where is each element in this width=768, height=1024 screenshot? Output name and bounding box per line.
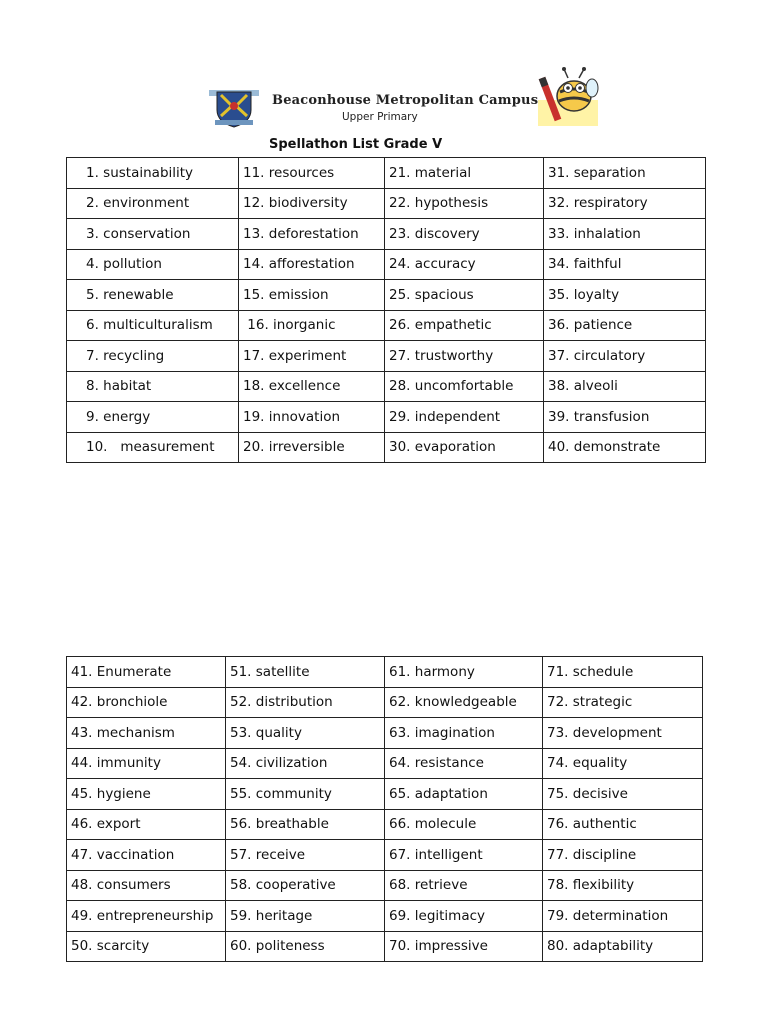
word-cell: 57. receive (226, 840, 385, 871)
word-cell: 79. determination (543, 901, 703, 932)
word-cell: 64. resistance (385, 748, 543, 779)
word-cell: 12. biodiversity (239, 188, 385, 219)
word-cell: 36. patience (544, 310, 706, 341)
word-cell: 5. renewable (67, 280, 239, 311)
word-cell: 42. bronchiole (67, 687, 226, 718)
word-cell: 15. emission (239, 280, 385, 311)
word-cell: 70. impressive (385, 931, 543, 962)
word-cell: 13. deforestation (239, 219, 385, 250)
word-cell: 10. measurement (67, 432, 239, 463)
word-cell: 26. empathetic (385, 310, 544, 341)
page-title: Spellathon List Grade V (269, 137, 443, 152)
word-cell: 58. cooperative (226, 870, 385, 901)
table-row (67, 280, 706, 311)
word-cell: 46. export (67, 809, 226, 840)
table-row (67, 718, 703, 749)
word-cell: 17. experiment (239, 341, 385, 372)
word-cell: 76. authentic (543, 809, 703, 840)
school-subtitle: Upper Primary (342, 111, 418, 123)
word-cell: 52. distribution (226, 687, 385, 718)
word-cell: 75. decisive (543, 779, 703, 810)
table-row (67, 901, 703, 932)
word-cell: 18. excellence (239, 371, 385, 402)
table-row (67, 432, 706, 463)
word-cell: 3. conservation (67, 219, 239, 250)
word-cell: 55. community (226, 779, 385, 810)
word-cell: 63. imagination (385, 718, 543, 749)
word-cell: 6. multiculturalism (67, 310, 239, 341)
table-row (67, 657, 703, 688)
word-cell: 41. Enumerate (67, 657, 226, 688)
word-cell: 24. accuracy (385, 249, 544, 280)
table-row (67, 249, 706, 280)
document-header (0, 0, 768, 152)
word-cell: 66. molecule (385, 809, 543, 840)
word-cell: 35. loyalty (544, 280, 706, 311)
word-cell: 68. retrieve (385, 870, 543, 901)
word-table-2 (66, 656, 703, 962)
word-cell: 43. mechanism (67, 718, 226, 749)
word-cell: 20. irreversible (239, 432, 385, 463)
table-row (67, 870, 703, 901)
word-cell: 54. civilization (226, 748, 385, 779)
table-row (67, 188, 706, 219)
word-cell: 77. discipline (543, 840, 703, 871)
word-cell: 28. uncomfortable (385, 371, 544, 402)
word-cell: 30. evaporation (385, 432, 544, 463)
word-cell: 1. sustainability (67, 158, 239, 189)
table-row (67, 158, 706, 189)
word-cell: 80. adaptability (543, 931, 703, 962)
word-cell: 34. faithful (544, 249, 706, 280)
word-cell: 29. independent (385, 402, 544, 433)
word-cell: 4. pollution (67, 249, 239, 280)
word-cell: 53. quality (226, 718, 385, 749)
word-cell: 9. energy (67, 402, 239, 433)
table-row (67, 341, 706, 372)
word-cell: 22. hypothesis (385, 188, 544, 219)
word-cell: 45. hygiene (67, 779, 226, 810)
word-cell: 14. afforestation (239, 249, 385, 280)
word-cell: 65. adaptation (385, 779, 543, 810)
word-cell: 8. habitat (67, 371, 239, 402)
word-cell: 67. intelligent (385, 840, 543, 871)
word-cell: 74. equality (543, 748, 703, 779)
word-cell: 7. recycling (67, 341, 239, 372)
word-cell: 19. innovation (239, 402, 385, 433)
word-cell: 72. strategic (543, 687, 703, 718)
word-table-1 (66, 157, 706, 463)
word-cell: 62. knowledgeable (385, 687, 543, 718)
word-cell: 60. politeness (226, 931, 385, 962)
word-cell: 37. circulatory (544, 341, 706, 372)
table-row (67, 371, 706, 402)
school-crest-icon (209, 86, 259, 128)
word-cell: 16. inorganic (239, 310, 385, 341)
word-cell: 2. environment (67, 188, 239, 219)
table-row (67, 402, 706, 433)
word-cell: 39. transfusion (544, 402, 706, 433)
word-cell: 27. trustworthy (385, 341, 544, 372)
table-row (67, 687, 703, 718)
table-row (67, 219, 706, 250)
word-cell: 33. inhalation (544, 219, 706, 250)
word-cell: 40. demonstrate (544, 432, 706, 463)
word-cell: 44. immunity (67, 748, 226, 779)
word-cell: 51. satellite (226, 657, 385, 688)
word-cell: 59. heritage (226, 901, 385, 932)
school-name: Beaconhouse Metropolitan Campus (272, 93, 539, 108)
word-cell: 69. legitimacy (385, 901, 543, 932)
word-cell: 73. development (543, 718, 703, 749)
word-cell: 31. separation (544, 158, 706, 189)
word-cell: 38. alveoli (544, 371, 706, 402)
spelling-bee-mascot-icon (536, 66, 601, 128)
table-row (67, 748, 703, 779)
word-cell: 49. entrepreneurship (67, 901, 226, 932)
table-row (67, 931, 703, 962)
word-cell: 48. consumers (67, 870, 226, 901)
table-row (67, 310, 706, 341)
word-cell: 32. respiratory (544, 188, 706, 219)
table-row (67, 779, 703, 810)
word-cell: 23. discovery (385, 219, 544, 250)
word-cell: 47. vaccination (67, 840, 226, 871)
word-cell: 61. harmony (385, 657, 543, 688)
word-cell: 78. flexibility (543, 870, 703, 901)
table-row (67, 809, 703, 840)
table-row (67, 840, 703, 871)
word-cell: 71. schedule (543, 657, 703, 688)
word-cell: 50. scarcity (67, 931, 226, 962)
word-cell: 56. breathable (226, 809, 385, 840)
word-cell: 21. material (385, 158, 544, 189)
word-cell: 25. spacious (385, 280, 544, 311)
word-cell: 11. resources (239, 158, 385, 189)
